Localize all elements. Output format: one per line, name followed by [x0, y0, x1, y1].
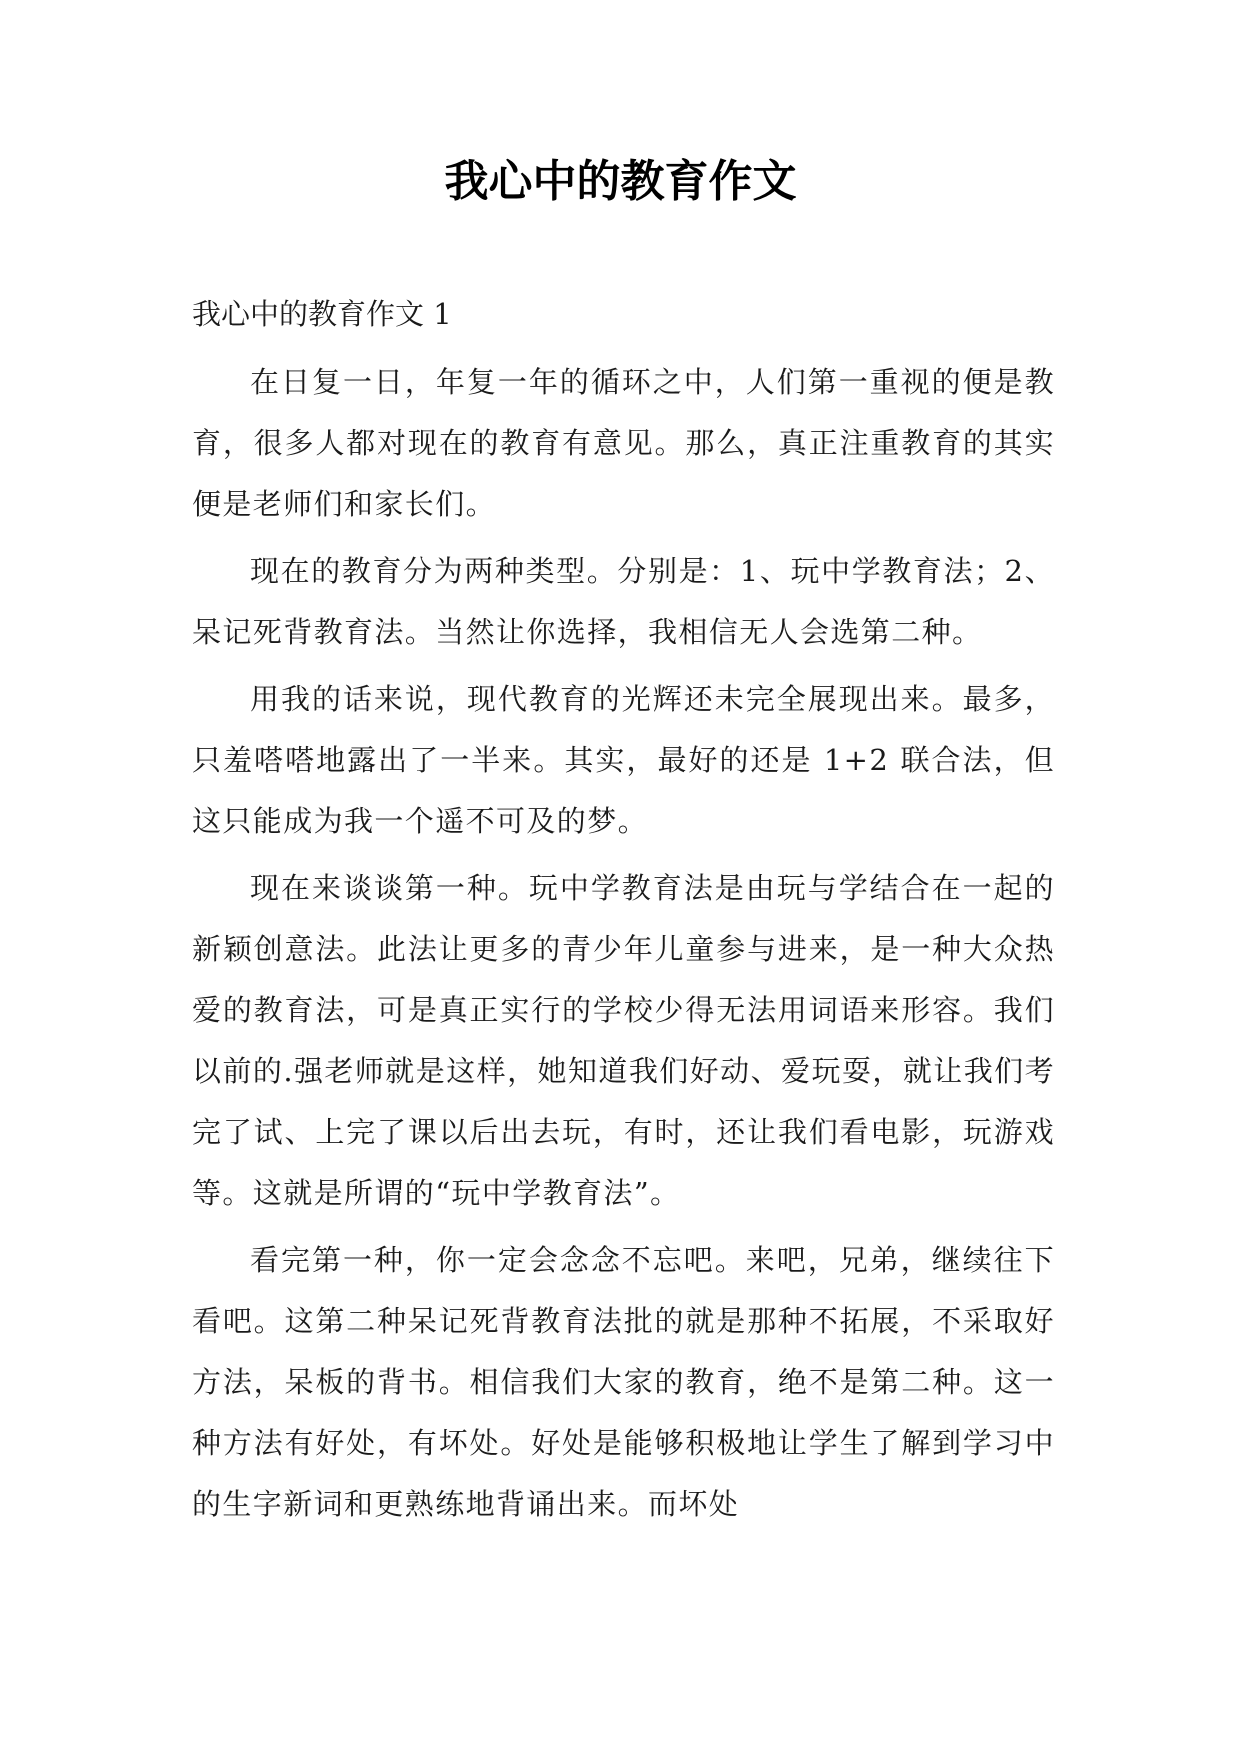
paragraph-3: 用我的话来说，现代教育的光辉还未完全展现出来。最多，只羞嗒嗒地露出了一半来。其实，最好的还是 1+2 联合法，但这只能成为我一个遥不可及的梦。 [192, 682, 1055, 838]
paragraph-4: 现在来谈谈第一种。玩中学教育法是由玩与学结合在一起的新颖创意法。此法让更多的青少年儿童参与进来，是一种大众热爱的教育法，可是真正实行的学校少得无法用词语来形容。我们以前的.强老师就是这样，她知道我们好动、爱玩耍，就让我们考完了试、上完了课以后出去玩，有时，还让我们看电影，玩游戏等。这就是所谓的“玩中学教育法”。 [192, 871, 1055, 1210]
essay-body [192, 352, 1055, 1541]
essay-heading: 我心中的教育作文 1 [192, 297, 452, 331]
document-title: 我心中的教育作文 [444, 156, 797, 207]
paragraph-2: 现在的教育分为两种类型。分别是：1、玩中学教育法；2、呆记死背教育法。当然让你选择，我相信无人会选第二种。 [192, 554, 1055, 649]
paragraph-1: 在日复一日，年复一年的循环之中，人们第一重视的便是教育，很多人都对现在的教育有意见。那么，真正注重教育的其实便是老师们和家长们。 [192, 365, 1055, 521]
paragraph-5: 看完第一种，你一定会念念不忘吧。来吧，兄弟，继续往下看吧。这第二种呆记死背教育法批的就是那种不拓展，不采取好方法，呆板的背书。相信我们大家的教育，绝不是第二种。这一种方法有好处，有坏处。好处是能够积极地让学生了解到学习中的生字新词和更熟练地背诵出来。而坏处 [192, 1243, 1055, 1521]
